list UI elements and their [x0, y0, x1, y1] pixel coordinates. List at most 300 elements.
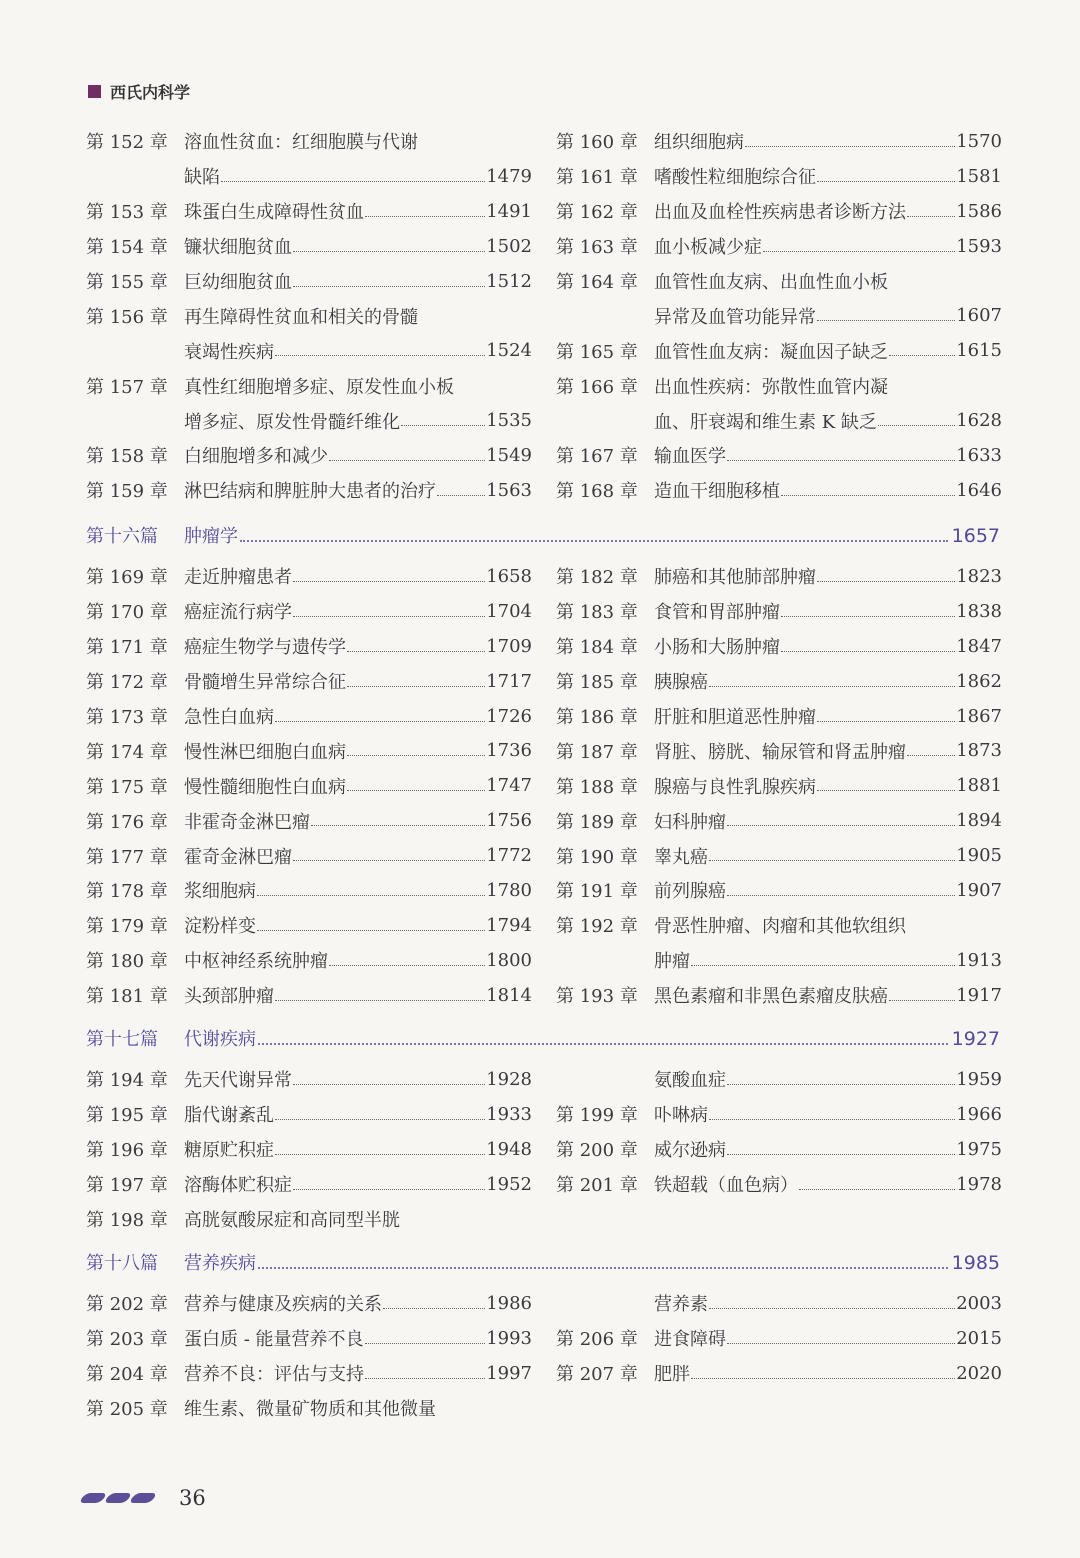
- leader-dots: [781, 495, 955, 496]
- leader-dots: [221, 181, 485, 182]
- toc-line: [556, 1286, 1002, 1321]
- toc-line: [556, 438, 1002, 473]
- chapter-title: 维生素、微量矿物质和其他微量: [184, 1399, 436, 1421]
- chapter-title: 威尔逊病: [654, 1140, 726, 1162]
- chapter-number: 第 195 章: [86, 1105, 168, 1127]
- toc-entry[interactable]: [86, 943, 532, 978]
- toc-line: [86, 438, 532, 473]
- leader-dots: [293, 1084, 485, 1085]
- chapter-title: 嗜酸性粒细胞综合征: [654, 167, 816, 189]
- chapter-page: 1628: [956, 410, 1002, 432]
- chapter-number: 第 169 章: [86, 567, 168, 589]
- chapter-page: 1524: [486, 340, 532, 362]
- leader-dots: [329, 460, 485, 461]
- leader-dots: [817, 320, 955, 321]
- chapter-number: 第 176 章: [86, 811, 168, 833]
- toc-line: [556, 1132, 1002, 1167]
- toc-line: [556, 1321, 1002, 1356]
- toc-line: [556, 229, 1002, 264]
- toc-line: [86, 264, 532, 299]
- chapter-number: 第 206 章: [556, 1329, 638, 1351]
- chapter-page: 1847: [956, 635, 1002, 657]
- right-column: [556, 1286, 1002, 1391]
- leader-dots: [293, 1189, 485, 1190]
- toc-entry[interactable]: [556, 803, 1002, 838]
- toc-entry[interactable]: [86, 438, 532, 473]
- toc-entry[interactable]: [86, 559, 532, 594]
- toc-line: [556, 1062, 1002, 1097]
- leader-dots: [257, 930, 485, 931]
- toc-entry[interactable]: [86, 1097, 532, 1132]
- chapter-page: 1535: [486, 410, 532, 432]
- leader-dots: [293, 286, 485, 287]
- section-title: 肿瘤学: [184, 526, 238, 547]
- leader-dots: [817, 790, 955, 791]
- toc-line: [86, 1321, 532, 1356]
- chapter-page: 1780: [486, 879, 532, 901]
- toc-entry[interactable]: [86, 1132, 532, 1167]
- chapter-page: 1772: [486, 845, 532, 867]
- leader-dots: [293, 860, 485, 861]
- chapter-number: 第 165 章: [556, 341, 638, 363]
- chapter-title: 血小板减少症: [654, 237, 762, 259]
- chapter-page: 2020: [956, 1362, 1002, 1384]
- toc-entry[interactable]: [556, 438, 1002, 473]
- toc-line: [556, 368, 1002, 403]
- chapter-page: 1975: [956, 1138, 1002, 1160]
- toc-entry[interactable]: [556, 594, 1002, 629]
- toc-line: [86, 159, 532, 194]
- leader-dots: [878, 425, 955, 426]
- toc-entry[interactable]: [86, 1321, 532, 1356]
- leader-dots: [258, 1043, 948, 1045]
- toc-entry[interactable]: [86, 1356, 532, 1391]
- chapter-title: 高胱氨酸尿症和高同型半胱: [184, 1210, 400, 1231]
- chapter-page: 1570: [956, 130, 1002, 152]
- chapter-number: 第 164 章: [556, 272, 638, 293]
- toc-line: [556, 194, 1002, 229]
- toc-line: [86, 1202, 532, 1237]
- toc-line: [556, 733, 1002, 768]
- chapter-page: 1814: [486, 984, 532, 1006]
- chapter-page: 1907: [956, 879, 1002, 901]
- leader-dots: [745, 146, 955, 147]
- chapter-page: 1800: [486, 949, 532, 971]
- leader-dots: [365, 1343, 486, 1344]
- chapter-title: 营养与健康及疾病的关系: [184, 1294, 382, 1316]
- chapter-number: 第 158 章: [86, 446, 168, 468]
- chapter-number: 第 178 章: [86, 881, 168, 903]
- toc-line: [86, 1062, 532, 1097]
- chapter-page: 1747: [486, 775, 532, 797]
- leader-dots: [347, 790, 485, 791]
- toc-entry[interactable]: [86, 229, 532, 264]
- chapter-number: 第 157 章: [86, 376, 168, 398]
- toc-line: [556, 159, 1002, 194]
- toc-entry[interactable]: [86, 1167, 532, 1202]
- toc-line: [556, 768, 1002, 803]
- leader-dots: [275, 1000, 485, 1001]
- chapter-title: 走近肿瘤患者: [184, 567, 292, 589]
- leader-dots: [817, 721, 955, 722]
- chapter-title: 血管性血友病、出血性血小板: [654, 272, 888, 293]
- toc-line: [86, 229, 532, 264]
- toc-entry[interactable]: [86, 594, 532, 629]
- chapter-page: 1948: [486, 1138, 532, 1160]
- chapter-page: 1586: [956, 200, 1002, 222]
- toc-entry[interactable]: [86, 1286, 532, 1321]
- section-page: 1927: [951, 1028, 1000, 1050]
- chapter-title: 组织细胞病: [654, 132, 744, 154]
- leader-dots: [709, 1308, 955, 1309]
- chapter-title: 输血医学: [654, 446, 726, 468]
- toc-entry[interactable]: [556, 229, 1002, 264]
- chapter-number: 第 180 章: [86, 951, 168, 973]
- toc-line: [86, 664, 532, 699]
- leader-dots: [727, 1084, 955, 1085]
- chapter-page: 1491: [486, 200, 532, 222]
- chapter-number: 第 194 章: [86, 1070, 168, 1092]
- chapter-title: 小肠和大肠肿瘤: [654, 637, 780, 659]
- toc-line: [86, 473, 532, 508]
- chapter-page: 1704: [486, 600, 532, 622]
- chapter-page: 1502: [486, 235, 532, 257]
- right-column: [556, 559, 1002, 1013]
- leader-dots: [727, 825, 955, 826]
- toc-entry[interactable]: [86, 733, 532, 768]
- toc-line: [86, 1356, 532, 1391]
- chapter-page: 1563: [486, 479, 532, 501]
- toc-line: [556, 908, 1002, 943]
- chapter-page: 1593: [956, 235, 1002, 257]
- chapter-page: 1823: [956, 565, 1002, 587]
- chapter-page: 2015: [956, 1327, 1002, 1349]
- toc-entry[interactable]: [556, 664, 1002, 699]
- leader-dots: [365, 1378, 485, 1379]
- chapter-page: 1952: [486, 1173, 532, 1195]
- chapter-number: 第 162 章: [556, 202, 638, 224]
- chapter-number: 第 174 章: [86, 741, 168, 763]
- chapter-number: 第 160 章: [556, 132, 638, 154]
- right-column: [556, 124, 1002, 508]
- toc-entry[interactable]: [86, 298, 532, 368]
- section-heading[interactable]: [86, 1249, 1000, 1275]
- chapter-title: 妇科肿瘤: [654, 811, 726, 833]
- chapter-title: 氨酸血症: [654, 1070, 726, 1092]
- toc-line: [86, 333, 532, 368]
- leader-dots: [275, 1154, 485, 1155]
- chapter-title: 血、肝衰竭和维生素 K 缺乏: [654, 411, 877, 433]
- toc-line: [86, 298, 532, 333]
- chapter-number: 第 203 章: [86, 1329, 168, 1351]
- toc-entry[interactable]: [556, 559, 1002, 594]
- toc-entry[interactable]: [556, 333, 1002, 368]
- chapter-page: 1881: [956, 775, 1002, 797]
- toc-entry[interactable]: [556, 1167, 1002, 1202]
- chapter-page: 1736: [486, 740, 532, 762]
- toc-entry[interactable]: [556, 1321, 1002, 1356]
- toc-entry[interactable]: [86, 978, 532, 1013]
- chapter-number: 第 205 章: [86, 1399, 168, 1421]
- chapter-title: 进食障碍: [654, 1329, 726, 1351]
- toc-entry[interactable]: [556, 978, 1002, 1013]
- decorative-stripes-icon: [82, 1493, 157, 1503]
- toc-entry[interactable]: [556, 264, 1002, 334]
- chapter-page: 1479: [486, 165, 532, 187]
- toc-entry[interactable]: [86, 803, 532, 838]
- chapter-number: 第 193 章: [556, 986, 638, 1008]
- toc-line: [556, 943, 1002, 978]
- chapter-number: 第 189 章: [556, 811, 638, 833]
- chapter-title: 卟啉病: [654, 1105, 708, 1127]
- square-marker-icon: [88, 85, 101, 98]
- chapter-title: 淋巴结病和脾脏肿大患者的治疗: [184, 481, 436, 503]
- toc-entry[interactable]: [556, 908, 1002, 978]
- chapter-title: 癌症流行病学: [184, 602, 292, 624]
- chapter-title: 肝脏和胆道恶性肿瘤: [654, 707, 816, 728]
- toc-line: [86, 908, 532, 943]
- chapter-number: 第 190 章: [556, 846, 638, 868]
- chapter-page: 1607: [956, 305, 1002, 327]
- toc-line: [86, 124, 532, 159]
- chapter-title: 头颈部肿瘤: [184, 986, 274, 1008]
- toc-entry[interactable]: [86, 664, 532, 699]
- leader-dots: [275, 355, 485, 356]
- leader-dots: [889, 355, 955, 356]
- toc-entry[interactable]: [86, 629, 532, 664]
- chapter-page: 1709: [486, 635, 532, 657]
- chapter-page: 1933: [486, 1103, 532, 1125]
- toc-entry[interactable]: [86, 1062, 532, 1097]
- chapter-number: 第 202 章: [86, 1294, 168, 1316]
- chapter-page: 1838: [956, 600, 1002, 622]
- page-footer: [82, 1486, 206, 1510]
- toc-entry[interactable]: [556, 1286, 1002, 1321]
- chapter-number: 第 161 章: [556, 167, 638, 189]
- chapter-title: 癌症生物学与遗传学: [184, 637, 346, 659]
- chapter-number: 第 156 章: [86, 306, 168, 328]
- chapter-title: 急性白血病: [184, 707, 274, 728]
- toc-line: [556, 333, 1002, 368]
- toc-line: [556, 124, 1002, 159]
- toc-line: [86, 699, 532, 734]
- chapter-title: 胰腺癌: [654, 672, 708, 694]
- toc-entry[interactable]: [86, 1202, 532, 1237]
- chapter-title: 出血性疾病：弥散性血管内凝: [654, 376, 888, 398]
- toc-entry[interactable]: [556, 124, 1002, 159]
- toc-line: [86, 594, 532, 629]
- leader-dots: [383, 1308, 485, 1309]
- toc-entry[interactable]: [556, 733, 1002, 768]
- toc-line: [556, 473, 1002, 508]
- section-number: 第十八篇: [86, 1253, 158, 1274]
- leader-dots: [817, 581, 955, 582]
- chapter-title: 睾丸癌: [654, 846, 708, 868]
- chapter-page: 1646: [956, 479, 1002, 501]
- leader-dots: [799, 1189, 955, 1190]
- toc-entry[interactable]: [86, 124, 532, 194]
- leader-dots: [781, 616, 955, 617]
- chapter-number: 第 182 章: [556, 567, 638, 589]
- chapter-title: 镰状细胞贫血: [184, 237, 292, 259]
- chapter-page: 1658: [486, 565, 532, 587]
- chapter-number: 第 173 章: [86, 707, 168, 728]
- chapter-page: 1986: [486, 1292, 532, 1314]
- toc-entry[interactable]: [556, 629, 1002, 664]
- toc-entry[interactable]: [556, 194, 1002, 229]
- chapter-title: 黑色素瘤和非黑色素瘤皮肤癌: [654, 986, 888, 1008]
- toc-entry[interactable]: [556, 873, 1002, 908]
- toc-entry[interactable]: [86, 873, 532, 908]
- toc-entry[interactable]: [86, 699, 532, 734]
- chapter-title: 肾脏、膀胱、输尿管和肾盂肿瘤: [654, 741, 906, 763]
- chapter-number: 第 163 章: [556, 237, 638, 259]
- chapter-page: 1959: [956, 1068, 1002, 1090]
- toc-entry[interactable]: [556, 1062, 1002, 1097]
- chapter-number: 第 188 章: [556, 776, 638, 798]
- chapter-number: 第 168 章: [556, 481, 638, 503]
- leader-dots: [907, 755, 955, 756]
- toc-line: [556, 1167, 1002, 1202]
- toc-entry[interactable]: [556, 1132, 1002, 1167]
- chapter-title: 出血及血栓性疾病患者诊断方法: [654, 202, 906, 224]
- toc-line: [86, 559, 532, 594]
- chapter-title: 肺癌和其他肺部肿瘤: [654, 567, 816, 589]
- chapter-number: 第 181 章: [86, 986, 168, 1008]
- chapter-number: 第 167 章: [556, 446, 638, 468]
- chapter-title: 非霍奇金淋巴瘤: [184, 811, 310, 833]
- section-heading[interactable]: [86, 522, 1000, 548]
- toc-line: [86, 368, 532, 403]
- leader-dots: [311, 825, 485, 826]
- toc-line: [556, 873, 1002, 908]
- leader-dots: [709, 860, 955, 861]
- toc-entry[interactable]: [556, 1356, 1002, 1391]
- chapter-number: 第 153 章: [86, 202, 168, 224]
- page-number: 36: [179, 1486, 206, 1510]
- chapter-title: 骨髓增生异常综合征: [184, 672, 346, 694]
- left-column: [86, 124, 532, 508]
- chapter-number: 第 187 章: [556, 741, 638, 763]
- leader-dots: [257, 895, 485, 896]
- chapter-page: 1756: [486, 810, 532, 832]
- chapter-title: 食管和胃部肿瘤: [654, 602, 780, 624]
- chapter-title: 造血干细胞移植: [654, 481, 780, 503]
- left-column: [86, 559, 532, 1013]
- leader-dots: [691, 965, 955, 966]
- leader-dots: [709, 686, 955, 687]
- chapter-title: 骨恶性肿瘤、肉瘤和其他软组织: [654, 916, 906, 938]
- chapter-number: 第 192 章: [556, 916, 638, 938]
- toc-entry[interactable]: [556, 768, 1002, 803]
- toc-line: [86, 403, 532, 438]
- toc-line: [556, 1097, 1002, 1132]
- toc-entry[interactable]: [86, 908, 532, 943]
- toc-line: [556, 978, 1002, 1013]
- chapter-number: 第 207 章: [556, 1364, 638, 1386]
- chapter-title: 真性红细胞增多症、原发性血小板: [184, 376, 454, 398]
- chapter-page: 1894: [956, 810, 1002, 832]
- chapter-page: 1867: [956, 705, 1002, 727]
- chapter-title: 肿瘤: [654, 951, 690, 973]
- leader-dots: [258, 1267, 948, 1269]
- toc-entry[interactable]: [86, 473, 532, 508]
- leader-dots: [293, 251, 485, 252]
- toc-entry[interactable]: [556, 1097, 1002, 1132]
- chapter-title: 霍奇金淋巴瘤: [184, 846, 292, 868]
- toc-line: [86, 1097, 532, 1132]
- chapter-number: 第 179 章: [86, 916, 168, 938]
- chapter-number: 第 191 章: [556, 881, 638, 903]
- left-column: [86, 1062, 532, 1236]
- toc-entry[interactable]: [556, 699, 1002, 734]
- toc-entry[interactable]: [86, 838, 532, 873]
- section-page: 1985: [951, 1252, 1000, 1274]
- toc-entry[interactable]: [86, 768, 532, 803]
- section-heading[interactable]: [86, 1025, 1000, 1051]
- chapter-number: 第 196 章: [86, 1140, 168, 1162]
- chapter-title: 糖原贮积症: [184, 1140, 274, 1162]
- leader-dots: [347, 686, 485, 687]
- chapter-page: 1862: [956, 670, 1002, 692]
- toc-entry[interactable]: [556, 838, 1002, 873]
- chapter-page: 1905: [956, 845, 1002, 867]
- chapter-page: 1794: [486, 914, 532, 936]
- toc-line: [556, 403, 1002, 438]
- leader-dots: [347, 651, 485, 652]
- toc-line: [556, 1356, 1002, 1391]
- chapter-page: 1633: [956, 444, 1002, 466]
- leader-dots: [889, 1000, 955, 1001]
- chapter-page: 1928: [486, 1068, 532, 1090]
- chapter-title: 慢性髓细胞性白血病: [184, 776, 346, 798]
- chapter-page: 1615: [956, 340, 1002, 362]
- leader-dots: [240, 540, 948, 542]
- toc-entry[interactable]: [86, 368, 532, 438]
- chapter-page: 1873: [956, 740, 1002, 762]
- toc-line: [556, 264, 1002, 299]
- leader-dots: [293, 581, 485, 582]
- toc-entry[interactable]: [86, 194, 532, 229]
- chapter-number: 第 184 章: [556, 637, 638, 659]
- toc-line: [86, 194, 532, 229]
- toc-entry[interactable]: [86, 264, 532, 299]
- chapter-number: 第 197 章: [86, 1175, 168, 1197]
- leader-dots: [907, 216, 955, 217]
- chapter-number: 第 186 章: [556, 707, 638, 728]
- toc-line: [556, 298, 1002, 333]
- chapter-title: 中枢神经系统肿瘤: [184, 951, 328, 973]
- chapter-title: 缺陷: [184, 167, 220, 189]
- chapter-page: 1917: [956, 984, 1002, 1006]
- chapter-title: 淀粉样变: [184, 916, 256, 938]
- chapter-number: 第 170 章: [86, 602, 168, 624]
- toc-entry[interactable]: [86, 1391, 532, 1426]
- chapter-page: 1717: [486, 670, 532, 692]
- toc-line: [556, 594, 1002, 629]
- toc-line: [86, 1132, 532, 1167]
- toc-entry[interactable]: [556, 473, 1002, 508]
- toc-entry[interactable]: [556, 159, 1002, 194]
- chapter-title: 腺癌与良性乳腺疾病: [654, 776, 816, 798]
- section-title: 代谢疾病: [184, 1029, 256, 1050]
- chapter-title: 慢性淋巴细胞白血病: [184, 741, 346, 763]
- toc-entry[interactable]: [556, 368, 1002, 438]
- section-page: 1657: [951, 525, 1000, 547]
- chapter-number: 第 200 章: [556, 1140, 638, 1162]
- leader-dots: [365, 216, 485, 217]
- chapter-title: 衰竭性疾病: [184, 341, 274, 363]
